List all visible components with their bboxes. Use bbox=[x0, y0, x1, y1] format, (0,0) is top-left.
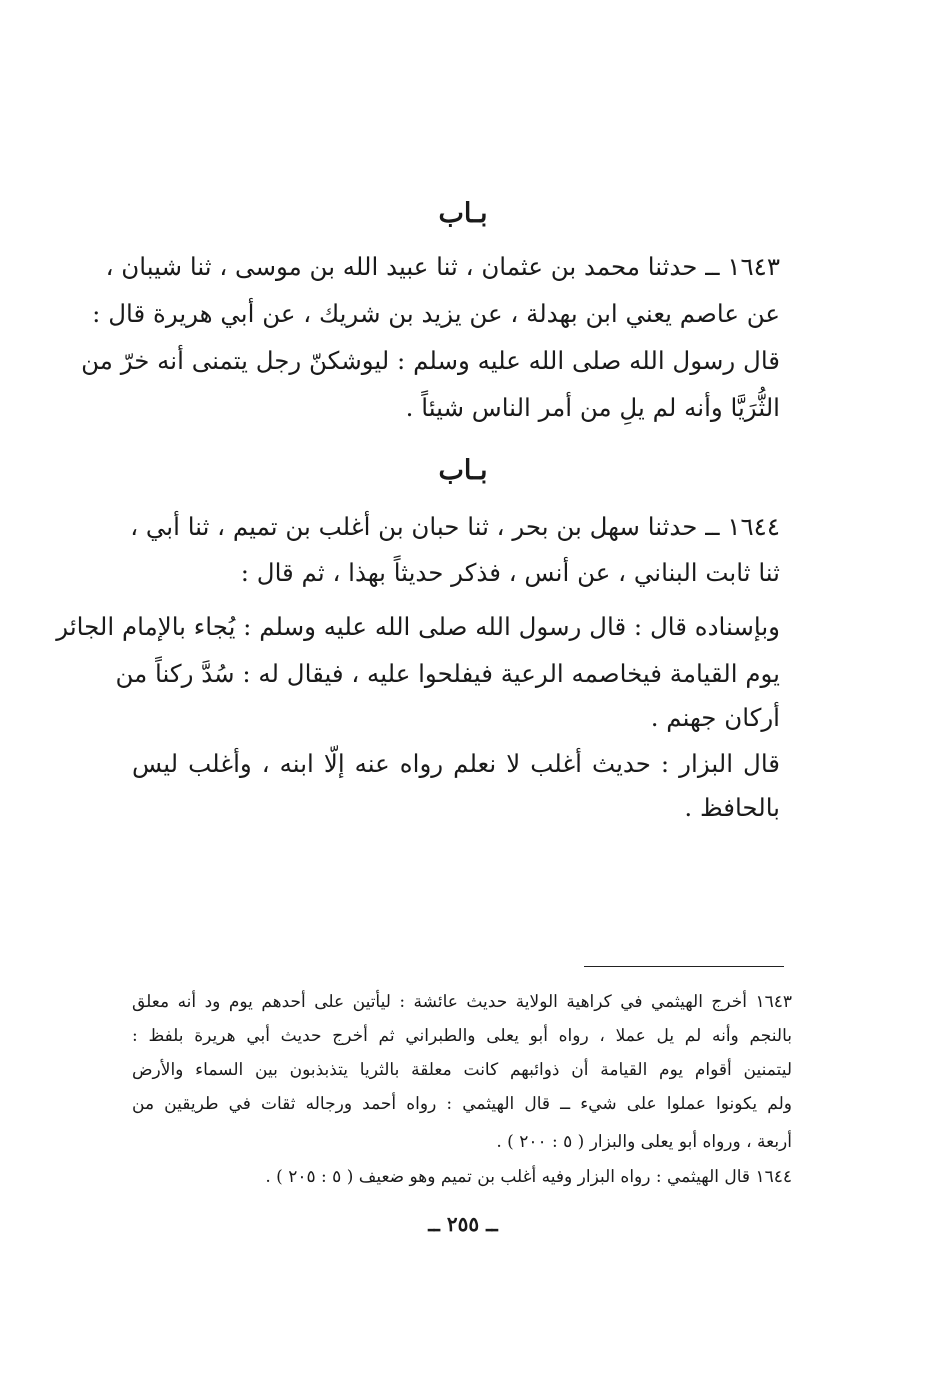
footnote-1643-line-1: ١٦٤٣ أخرج الهيثمي في كراهية الولاية حديث عائشة : ليأتين على أحدهم يوم ود أنه معلق bbox=[132, 992, 792, 1012]
section-heading-2: بـاب bbox=[438, 455, 488, 486]
footnote-1643-line-3: ليتمنين أقوام يوم القيامة أن ذوائبهم كانت معلقة بالثريا يتذبذبون بين السماء والأرض bbox=[132, 1060, 792, 1080]
hadith-1643-line-3: قال رسول الله صلى الله عليه وسلم : ليوشكنّ رجل يتمنى أنه خرّ من bbox=[81, 346, 780, 375]
footnote-1643-line-2: بالنجم وأنه لم يل عملا ، رواه أبو يعلى والطبراني ثم أخرج حديث أبي هريرة بلفظ : bbox=[132, 1026, 792, 1046]
hadith-1644-line-1: ١٦٤٤ ــ حدثنا سهل بن بحر ، ثنا حبان بن أغلب بن تميم ، ثنا أبي ، bbox=[130, 512, 780, 541]
hadith-1644-line-5: أركان جهنم . bbox=[650, 703, 780, 732]
footnote-1643-line-5: أربعة ، ورواه أبو يعلى والبزار ( ٥ : ٢٠٠ ) . bbox=[496, 1132, 792, 1152]
section-heading-1: بـاب bbox=[438, 198, 488, 229]
hadith-1644-line-4: يوم القيامة فيخاصمه الرعية فيفلحوا عليه ، فيقال له : سُدَّ ركناً من bbox=[115, 659, 780, 688]
hadith-1643-line-2: عن عاصم يعني ابن بهدلة ، عن يزيد بن شريك ، عن أبي هريرة قال : bbox=[92, 299, 780, 328]
hadith-1643-line-1: ١٦٤٣ ــ حدثنا محمد بن عثمان ، ثنا عبيد الله بن موسى ، ثنا شيبان ، bbox=[105, 252, 780, 281]
hadith-1644-line-2: ثنا ثابت البناني ، عن أنس ، فذكر حديثاً بهذا ، ثم قال : bbox=[240, 558, 780, 587]
bazzar-comment-line-2: بالحافظ . bbox=[684, 793, 780, 822]
footnote-1643-line-4: ولم يكونوا عملوا على شيء ــ قال الهيثمي : رواه أحمد ورجاله ثقات في طريقين من bbox=[132, 1094, 792, 1114]
footnote-1644-line-1: ١٦٤٤ قال الهيثمي : رواه البزار وفيه أغلب بن تميم وهو ضعيف ( ٥ : ٢٠٥ ) . bbox=[265, 1167, 792, 1187]
hadith-1643-line-4: الثُّرَيَّا وأنه لم يلِ من أمر الناس شيئاً . bbox=[405, 393, 780, 422]
bazzar-comment-line-1: قال البزار : حديث أغلب لا نعلم رواه عنه إلّا ابنه ، وأغلب ليس bbox=[132, 749, 780, 778]
hadith-1644-line-3: وبإسناده قال : قال رسول الله صلى الله عليه وسلم : يُجاء بالإمام الجائر bbox=[56, 612, 780, 641]
footnote-divider bbox=[584, 966, 784, 967]
page-number: ــ ٢٥٥ ــ bbox=[428, 1212, 498, 1236]
